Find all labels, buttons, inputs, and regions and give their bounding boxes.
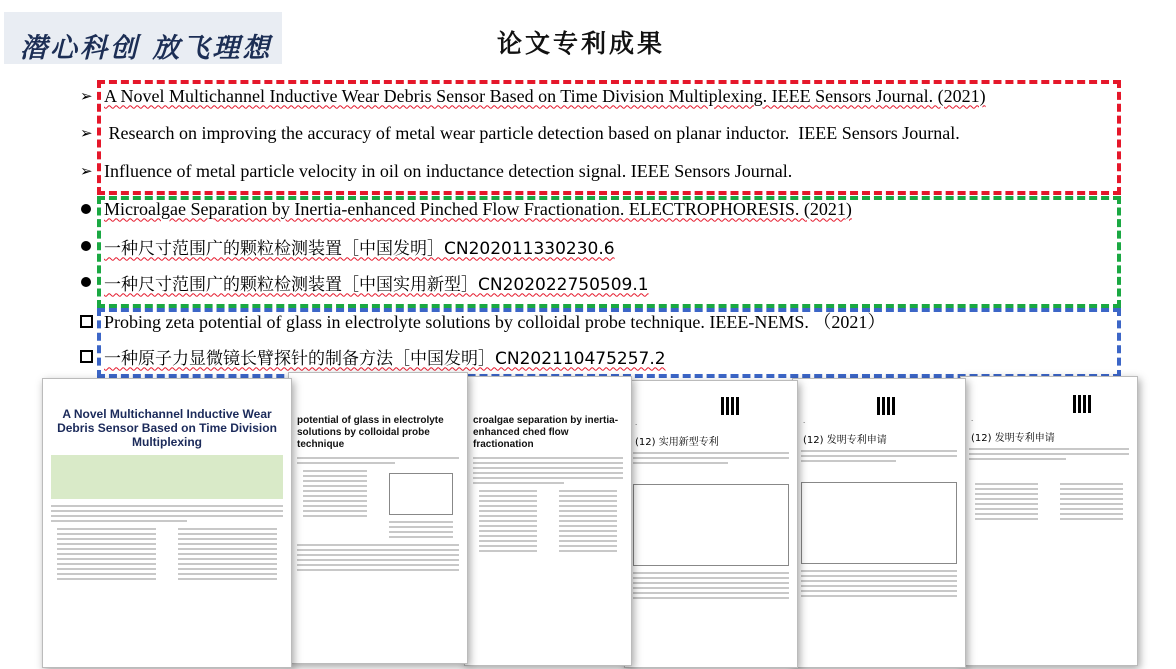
item-text: 一种原子力显微镜长臂探针的制备方法［中国发明］CN202110475257.2 xyxy=(104,348,666,369)
item-text: Research on improving the accuracy of metal wear particle detection based on planar inductor. IEEE Sensors Journal. xyxy=(104,122,960,143)
motto-text: 潜心科创 放飞理想 xyxy=(20,33,273,64)
square-bullet-icon xyxy=(80,350,104,363)
square-bullet-icon xyxy=(80,315,104,328)
item-text: 一种尺寸范围广的颗粒检测装置［中国发明］CN202011330230.6 xyxy=(104,238,615,259)
patent-thumbnail: · (12) 实用新型专利 xyxy=(624,380,798,668)
item-text: 一种尺寸范围广的颗粒检测装置［中国实用新型］CN202022750509.1 xyxy=(104,274,649,295)
arrow-bullet-icon: ➢ xyxy=(80,124,93,142)
item-text: Microalgae Separation by Inertia-enhanced Pinched Flow Fractionation. ELECTROPHORESIS. (2021) xyxy=(104,198,852,219)
arrow-bullet-icon: ➢ xyxy=(80,87,93,105)
item-text: A Novel Multichannel Inductive Wear Debris Sensor Based on Time Division Multiplexing. IEEE Sensors Journal. (2021) xyxy=(104,85,986,106)
thumbnail-title: croalgae separation by inertia-enhanced ched flow fractionation xyxy=(473,415,619,450)
thumbnail-title: (12) 发明专利申请 xyxy=(971,433,1055,444)
item-text: Probing zeta potential of glass in electrolyte solutions by colloidal probe technique. IEEE-NEMS. （2021） xyxy=(104,312,886,332)
page-title: 论文专利成果 xyxy=(497,29,666,58)
paper-thumbnail xyxy=(42,378,292,668)
list-item xyxy=(80,157,792,185)
thumbnail-title: potential of glass in electrolyte solutions by colloidal probe technique xyxy=(297,415,444,450)
list-item xyxy=(80,119,960,147)
thumbnail-title: (12) 发明专利申请 xyxy=(803,435,887,446)
arrow-bullet-icon: ➢ xyxy=(80,162,93,180)
dot-bullet-icon xyxy=(80,204,104,214)
patent-thumbnail: · (12) 发明专利申请 xyxy=(792,378,966,668)
list-item xyxy=(80,307,885,335)
thumbnail-title: (12) 实用新型专利 xyxy=(635,437,719,448)
item-text: Influence of metal particle velocity in oil on inductance detection signal. IEEE Sensors Journal. xyxy=(104,160,793,181)
paper-thumbnail xyxy=(288,372,468,664)
list-item xyxy=(80,268,649,296)
list-item xyxy=(80,82,986,110)
paper-thumbnail xyxy=(464,376,632,666)
patent-thumbnail: · (12) 发明专利申请 xyxy=(960,376,1138,666)
list-item xyxy=(80,342,666,370)
thumbnail-title: A Novel Multichannel Inductive Wear Debris Sensor Based on Time Division Multiplexing xyxy=(57,407,277,449)
document-thumbnails xyxy=(40,372,1140,669)
dot-bullet-icon xyxy=(80,277,104,287)
dot-bullet-icon xyxy=(80,241,104,251)
motto-banner xyxy=(4,12,282,64)
list-item xyxy=(80,195,852,223)
list-item xyxy=(80,232,615,260)
